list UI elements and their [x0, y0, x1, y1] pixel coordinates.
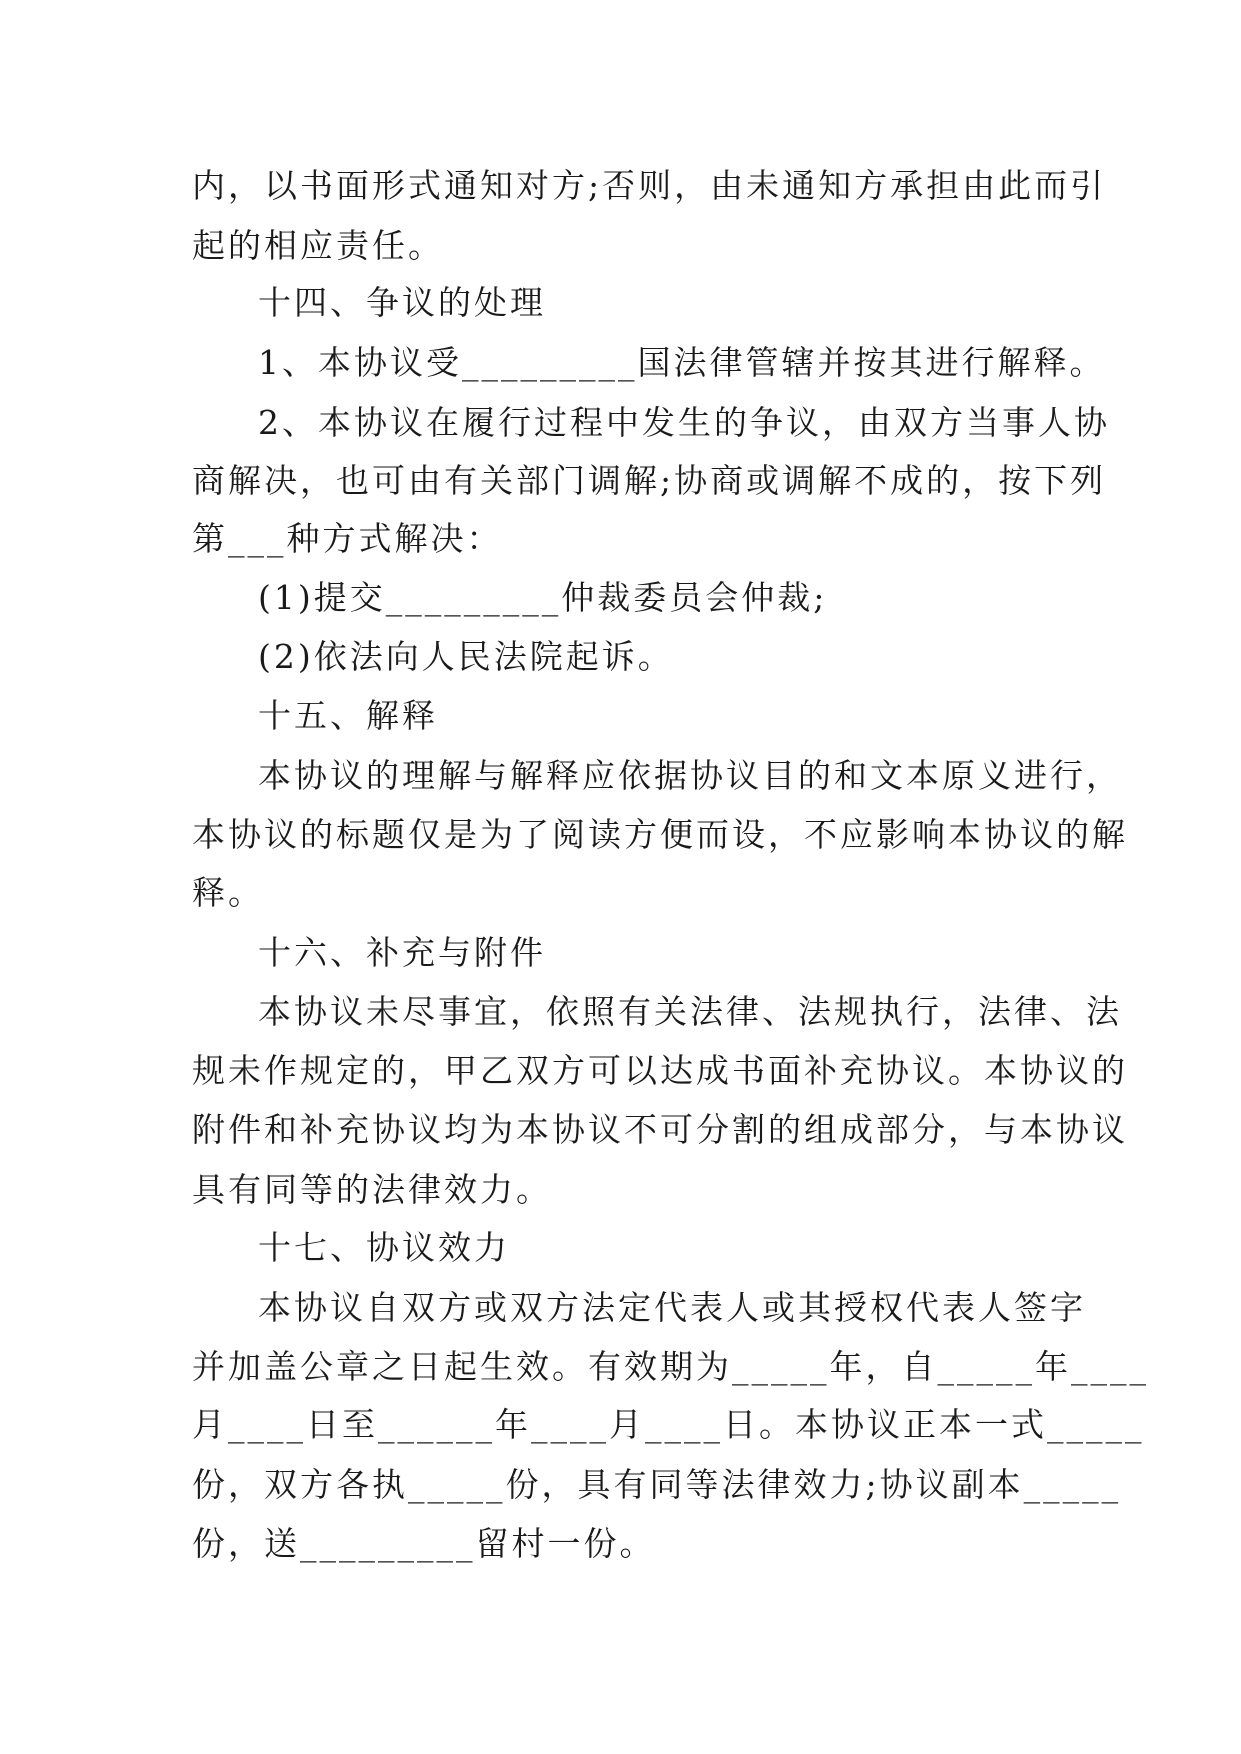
body-text-line: 本协议的理解与解释应依据协议目的和文本原义进行， — [258, 756, 1122, 795]
body-text-line: 份，双方各执_____份，具有同等法律效力;协议副本_____ — [192, 1465, 1122, 1504]
option-item: (2)依法向人民法院起诉。 — [258, 637, 674, 676]
clause-item: 2、本协议在履行过程中发生的争议，由双方当事人协 — [258, 403, 1110, 442]
body-text-line: 并加盖公章之日起生效。有效期为_____年，自_____年____ — [192, 1347, 1149, 1386]
body-text-line: 商解决，也可由有关部门调解;协商或调解不成的，按下列 — [192, 461, 1107, 500]
body-text-line: 份，送_________留村一份。 — [192, 1524, 656, 1563]
body-text-line: 内，以书面形式通知对方;否则，由未通知方承担由此而引 — [192, 166, 1107, 205]
section-heading-15: 十五、解释 — [258, 696, 438, 735]
section-heading-14: 十四、争议的处理 — [258, 283, 546, 322]
body-text-line: 起的相应责任。 — [192, 226, 444, 265]
body-text-line: 具有同等的法律效力。 — [192, 1170, 552, 1209]
body-text-line: 释。 — [192, 873, 264, 912]
body-text-line: 本协议的标题仅是为了阅读方便而设，不应影响本协议的解 — [192, 815, 1128, 854]
body-text-line: 本协议自双方或双方法定代表人或其授权代表人签字 — [258, 1288, 1086, 1327]
body-text-line: 本协议未尽事宜，依照有关法律、法规执行，法律、法 — [258, 992, 1122, 1031]
body-text-line: 月____日至______年____月____日。本协议正本一式_____ — [192, 1405, 1145, 1444]
option-item: (1)提交_________仲裁委员会仲裁; — [258, 578, 828, 617]
clause-item: 1、本协议受_________国法律管辖并按其进行解释。 — [258, 343, 1106, 382]
section-heading-17: 十七、协议效力 — [258, 1228, 510, 1267]
body-text-line: 附件和补充协议均为本协议不可分割的组成部分，与本协议 — [192, 1110, 1128, 1149]
body-text-line: 规未作规定的，甲乙双方可以达成书面补充协议。本协议的 — [192, 1051, 1128, 1090]
section-heading-16: 十六、补充与附件 — [258, 933, 546, 972]
body-text-line: 第___种方式解决： — [192, 519, 503, 558]
